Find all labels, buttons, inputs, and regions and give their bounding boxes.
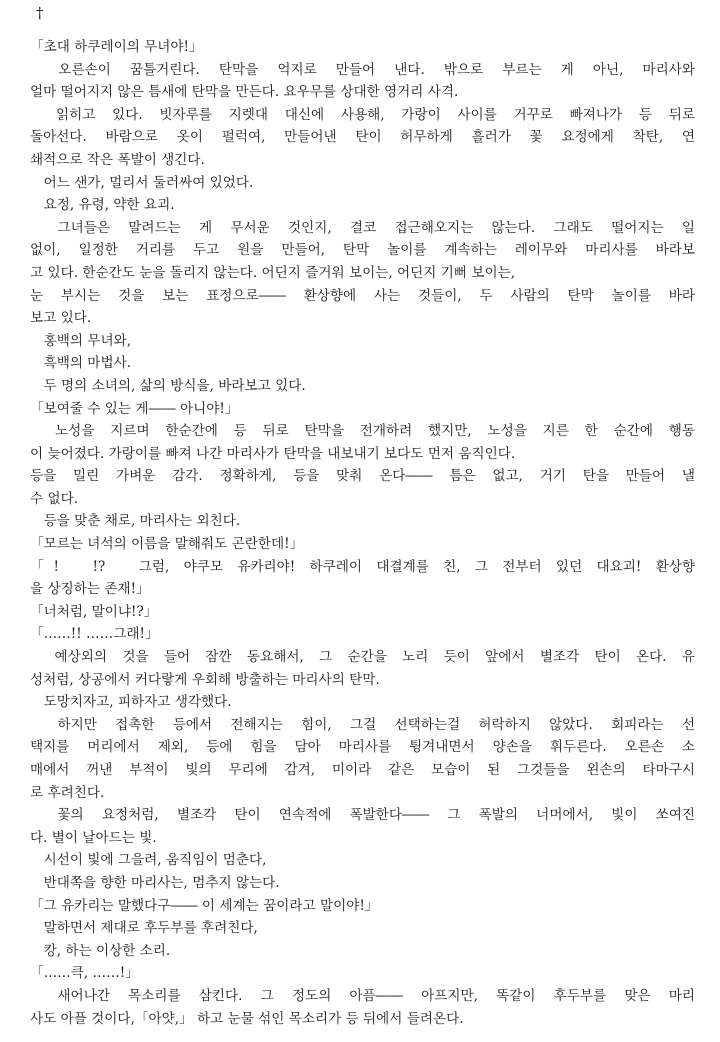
text-line: 보고 있다.: [30, 310, 92, 327]
text-line: 그녀들은 말려드는 게 무서운 것인지, 결코 접근해오지는 않는다. 그래도 떨어지는 일: [30, 219, 695, 236]
text-line: 캉, 하는 이상한 소리.: [30, 942, 171, 959]
text-line: 「너처럼, 말이냐!?」: [30, 603, 158, 620]
text-line: 돌아선다. 바람으로 옷이 펄럭여, 만들어낸 탄이 허무하게 흘러가 꽃 요정에게 착탄, 연: [30, 129, 695, 146]
text-line: 사도 아플 것이다,「아얏,」 하고 눈물 섞인 목소리가 등 뒤에서 들려온다.: [30, 1010, 464, 1027]
text-line: 이 늦어졌다. 가랑이를 빠져 나간 마리사가 탄막을 내보내기 보다도 먼저 움직인다.: [30, 445, 516, 462]
text-line: 「……큭, ……!」: [30, 965, 139, 982]
text-line: 도망치자고, 피하자고 생각했다.: [30, 694, 232, 711]
text-line: 택지를 머리에서 제외, 등에 힘을 담아 마리사를 튕겨내면서 양손을 휘두른다. 오른손 소: [30, 739, 695, 756]
text-line: 반대쪽을 향한 마리사는, 멈추지 않는다.: [30, 874, 280, 891]
text-line: 요정, 유령, 약한 요괴.: [30, 197, 175, 214]
text-line: 홍백의 무녀와,: [30, 332, 132, 349]
text-line: 「보여줄 수 있는 게―― 아니야!」: [30, 400, 239, 417]
body-text: [30, 36, 695, 1030]
dagger-mark: †: [36, 4, 44, 22]
text-line: 눈 부시는 것을 보는 표정으로―― 환상향에 사는 것들이, 두 사람의 탄막 놀이를 바라: [30, 287, 695, 304]
text-line: 로 후려친다.: [30, 784, 105, 801]
text-line: 새어나간 목소리를 삼킨다. 그 정도의 아픔―― 아프지만, 똑같이 후두부를 맞은 마리: [30, 987, 695, 1004]
text-line: 등을 맞춘 채로, 마리사는 외친다.: [30, 513, 241, 530]
text-line: 성처럼, 상공에서 커다랗게 우회해 방출하는 마리사의 탄막.: [30, 671, 380, 688]
text-line: 얼마 떨어지지 않은 틈새에 탄막을 만든다. 요우무를 상대한 영거리 사격.: [30, 84, 459, 101]
text-line: 두 명의 소녀의, 삶의 방식을, 바라보고 있다.: [30, 377, 306, 394]
text-line: 시선이 빛에 그을려, 움직임이 멈춘다,: [30, 852, 267, 869]
text-line: 고 있다. 한순간도 눈을 돌리지 않는다. 어딘지 즐거워 보이는, 어딘지 기뻐 보이는,: [30, 264, 516, 281]
text-line: 다. 별이 날아드는 빛.: [30, 829, 157, 846]
text-line: 수 없다.: [30, 490, 79, 507]
text-line: 예상외의 것을 들어 잠깐 동요해서, 그 순간을 노리 듯이 앞에서 별조각 탄이 온다. 유: [30, 649, 695, 666]
text-line: 「! !? 그럼, 야쿠모 유카리야! 하쿠레이 대결계를 친, 그 전부터 있던 대요괴! 환상향: [30, 558, 695, 575]
text-line: 하지만 접촉한 등에서 전해지는 힘이, 그걸 선택하는걸 허락하지 않았다. 회피라는 선: [30, 716, 695, 733]
text-line: 꽃의 요정처럼, 별조각 탄이 연속적에 폭발한다―― 그 폭발의 너머에서, 빛이 쏘여진: [30, 807, 695, 824]
text-line: 노성을 지르며 한순간에 등 뒤로 탄막을 전개하려 했지만, 노성을 지른 한 순간에 행동: [30, 423, 695, 440]
text-line: 쇄적으로 작은 폭발이 생긴다.: [30, 151, 205, 168]
text-line: 매에서 꺼낸 부적이 빛의 무리에 감겨, 미이라 같은 모습이 된 그것들을 왼손의 타마구시: [30, 762, 695, 778]
text-line: 을 상징하는 존재!」: [30, 581, 150, 598]
text-line: 흑백의 마법사.: [30, 355, 132, 372]
text-line: 「……!! ……그래!」: [30, 626, 159, 643]
text-line: 등을 밀린 가벼운 감각. 정확하게, 등을 맞춰 온다―― 틈은 없고, 거기 탄을 만들어 낼: [30, 468, 695, 485]
text-line: 「그 유카리는 말했다구―― 이 세계는 꿈이라고 말이야!」: [30, 897, 379, 914]
text-line: 「모르는 녀석의 이름을 말해줘도 곤란한데!」: [30, 536, 304, 553]
text-line: 어느 샌가, 멀리서 둘러싸여 있었다.: [30, 174, 254, 191]
text-line: 「초대 하쿠레이의 무녀야!」: [30, 39, 203, 55]
text-line: 말하면서 제대로 후두부를 후려친다,: [30, 920, 258, 937]
text-line: 읽히고 있다. 빗자루를 지렛대 대신에 사용해, 가랑이 사이를 거꾸로 빠져나가 등 뒤로: [30, 106, 695, 123]
text-line: 없이, 일정한 거리를 두고 원을 만들어, 탄막 놀이를 계속하는 레이무와 마리사를 바라보: [30, 242, 695, 259]
text-line: 오른손이 꿈틀거린다. 탄막을 억지로 만들어 낸다. 밖으로 부르는 게 아닌, 마리사와: [30, 61, 695, 78]
